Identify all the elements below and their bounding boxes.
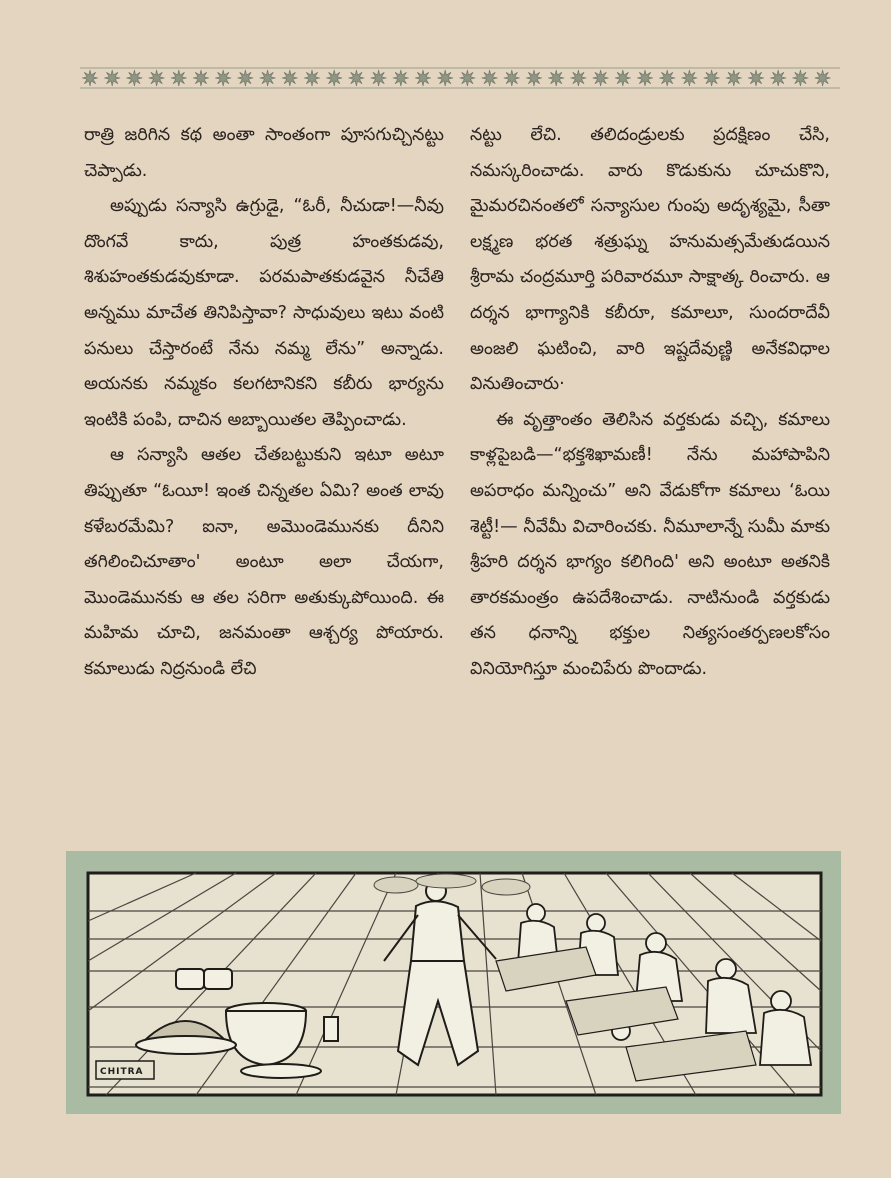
paragraph: అప్పుడు సన్యాసి ఉగ్రుడై, “ఓరీ, నీచుడా!—నీవు దొంగవే కాదు, పుత్ర హంతకుడవు, శిశుహంతకుడవుకూడా. పరమపాతకుడవైన నీచేతి అన్నము మాచేత తినిపిస్తావా? సాధువులు ఇటు వంటి పనులు చేస్తారంటే నేను నమ్మ లేను” అన్నాడు. అయనకు నమ్మకం కలగటానికని కబీరు భార్యను ఇంటికి పంపి, దాచిన అబ్బాయితల తెప్పించాడు. <box>84 196 444 430</box>
star-ornament-icon <box>659 70 675 86</box>
paragraph: ఈ వృత్తాంతం తెలిసిన వర్తకుడు వచ్చి, కమాలు కాళ్లపైబడి—“భక్తశిఖామణీ! నేను మహాపాపిని అపరాధం మన్నించు” అని వేడుకోగా కమాలు ‘ఓయి శెట్టీ!— నీవేమీ విచారించకు. నీమూలాన్నే సుమీ మాకు శ్రీహరి దర్శన భాగ్యం కలిగింది' అని అంటూ అతనికి తారకమంత్రం ఉపదేశించాడు. నాటినుండి వర్తకుడు తన ధనాన్ని భక్తుల నిత్యసంతర్పణలకోసం వినియోగిస్తూ మంచిపేరు పొందాడు. <box>470 409 830 679</box>
star-ornament-icon <box>459 70 475 86</box>
star-ornament-icon <box>482 70 498 86</box>
star-ornament-icon <box>415 70 431 86</box>
star-ornament-icon <box>726 70 742 86</box>
star-ornament-icon <box>104 70 120 86</box>
star-ornament-icon <box>815 70 831 86</box>
star-ornament-icon <box>193 70 209 86</box>
feast-scene-image <box>66 851 841 1114</box>
paragraph: ఆ సన్యాసి ఆతల చేతబట్టుకుని ఇటూ అటూ తిప్పుతూ “ఓయీ! ఇంత చిన్నతల ఏమి? అంత లావు కళేబరమేమి? ఐనా, అమొండెమునకు దీనిని తగిలించిచూతాం' అంటూ అలా చేయగా, మొండెమునకు ఆ తల సరిగా అతుక్కుపోయింది. ఈ మహిమ చూచి, జనమంతా ఆశ్చర్య పోయారు. కమాలుడు నిద్రనుండి లేచి <box>84 445 444 679</box>
star-ornament-icon <box>437 70 453 86</box>
star-ornament-icon <box>504 70 520 86</box>
feast-illustration <box>66 851 841 1114</box>
star-ornament-icon <box>792 70 808 86</box>
star-ornament-icon <box>282 70 298 86</box>
right-text-column <box>470 118 830 688</box>
star-ornament-icon <box>326 70 342 86</box>
star-ornament-icon <box>371 70 387 86</box>
star-ornament-icon <box>237 70 253 86</box>
star-ornament-icon <box>215 70 231 86</box>
star-ornament-icon <box>681 70 697 86</box>
star-ornament-icon <box>260 70 276 86</box>
star-ornament-icon <box>593 70 609 86</box>
star-ornament-icon <box>393 70 409 86</box>
decorative-border <box>80 64 840 92</box>
star-ornament-icon <box>570 70 586 86</box>
star-ornament-icon <box>171 70 187 86</box>
star-ornament-icon <box>637 70 653 86</box>
star-ornament-icon <box>348 70 364 86</box>
left-text-column <box>84 118 444 688</box>
star-ornament-icon <box>82 70 98 86</box>
star-ornament-icon <box>526 70 542 86</box>
paragraph: నట్టు లేచి. తలిదండ్రులకు ప్రదక్షిణం చేసి, నమస్కరించాడు. వారు కొడుకును చూచుకొని, మైమరచినంతలో సన్యాసుల గుంపు అదృశ్యమై, సీతా లక్ష్మణ భరత శత్రుఘ్న హనుమత్సమేతుడయిన శ్రీరామ చంద్రమూర్తి పరివారమూ సాక్షాత్క రించారు. ఆ దర్శన భాగ్యానికి కబీరూ, కమాలూ, సుందరాదేవీ అంజలి ఘటించి, వారి ఇష్టదేవుణ్ణి అనేకవిధాల వినుతించారు· <box>470 125 830 395</box>
paragraph: రాత్రి జరిగిన కథ అంతా సాంతంగా పూసగుచ్చినట్టు చెప్పాడు. <box>84 125 444 181</box>
star-ornament-icon <box>304 70 320 86</box>
artist-signature: CHITRA <box>100 1067 144 1077</box>
star-ornament-icon <box>748 70 764 86</box>
star-ornament-icon <box>704 70 720 86</box>
star-ornament-icon <box>770 70 786 86</box>
star-ornament-icon <box>149 70 165 86</box>
star-ornament-icon <box>126 70 142 86</box>
star-ornament-icon <box>548 70 564 86</box>
star-border-icon <box>80 64 840 92</box>
star-ornament-icon <box>615 70 631 86</box>
